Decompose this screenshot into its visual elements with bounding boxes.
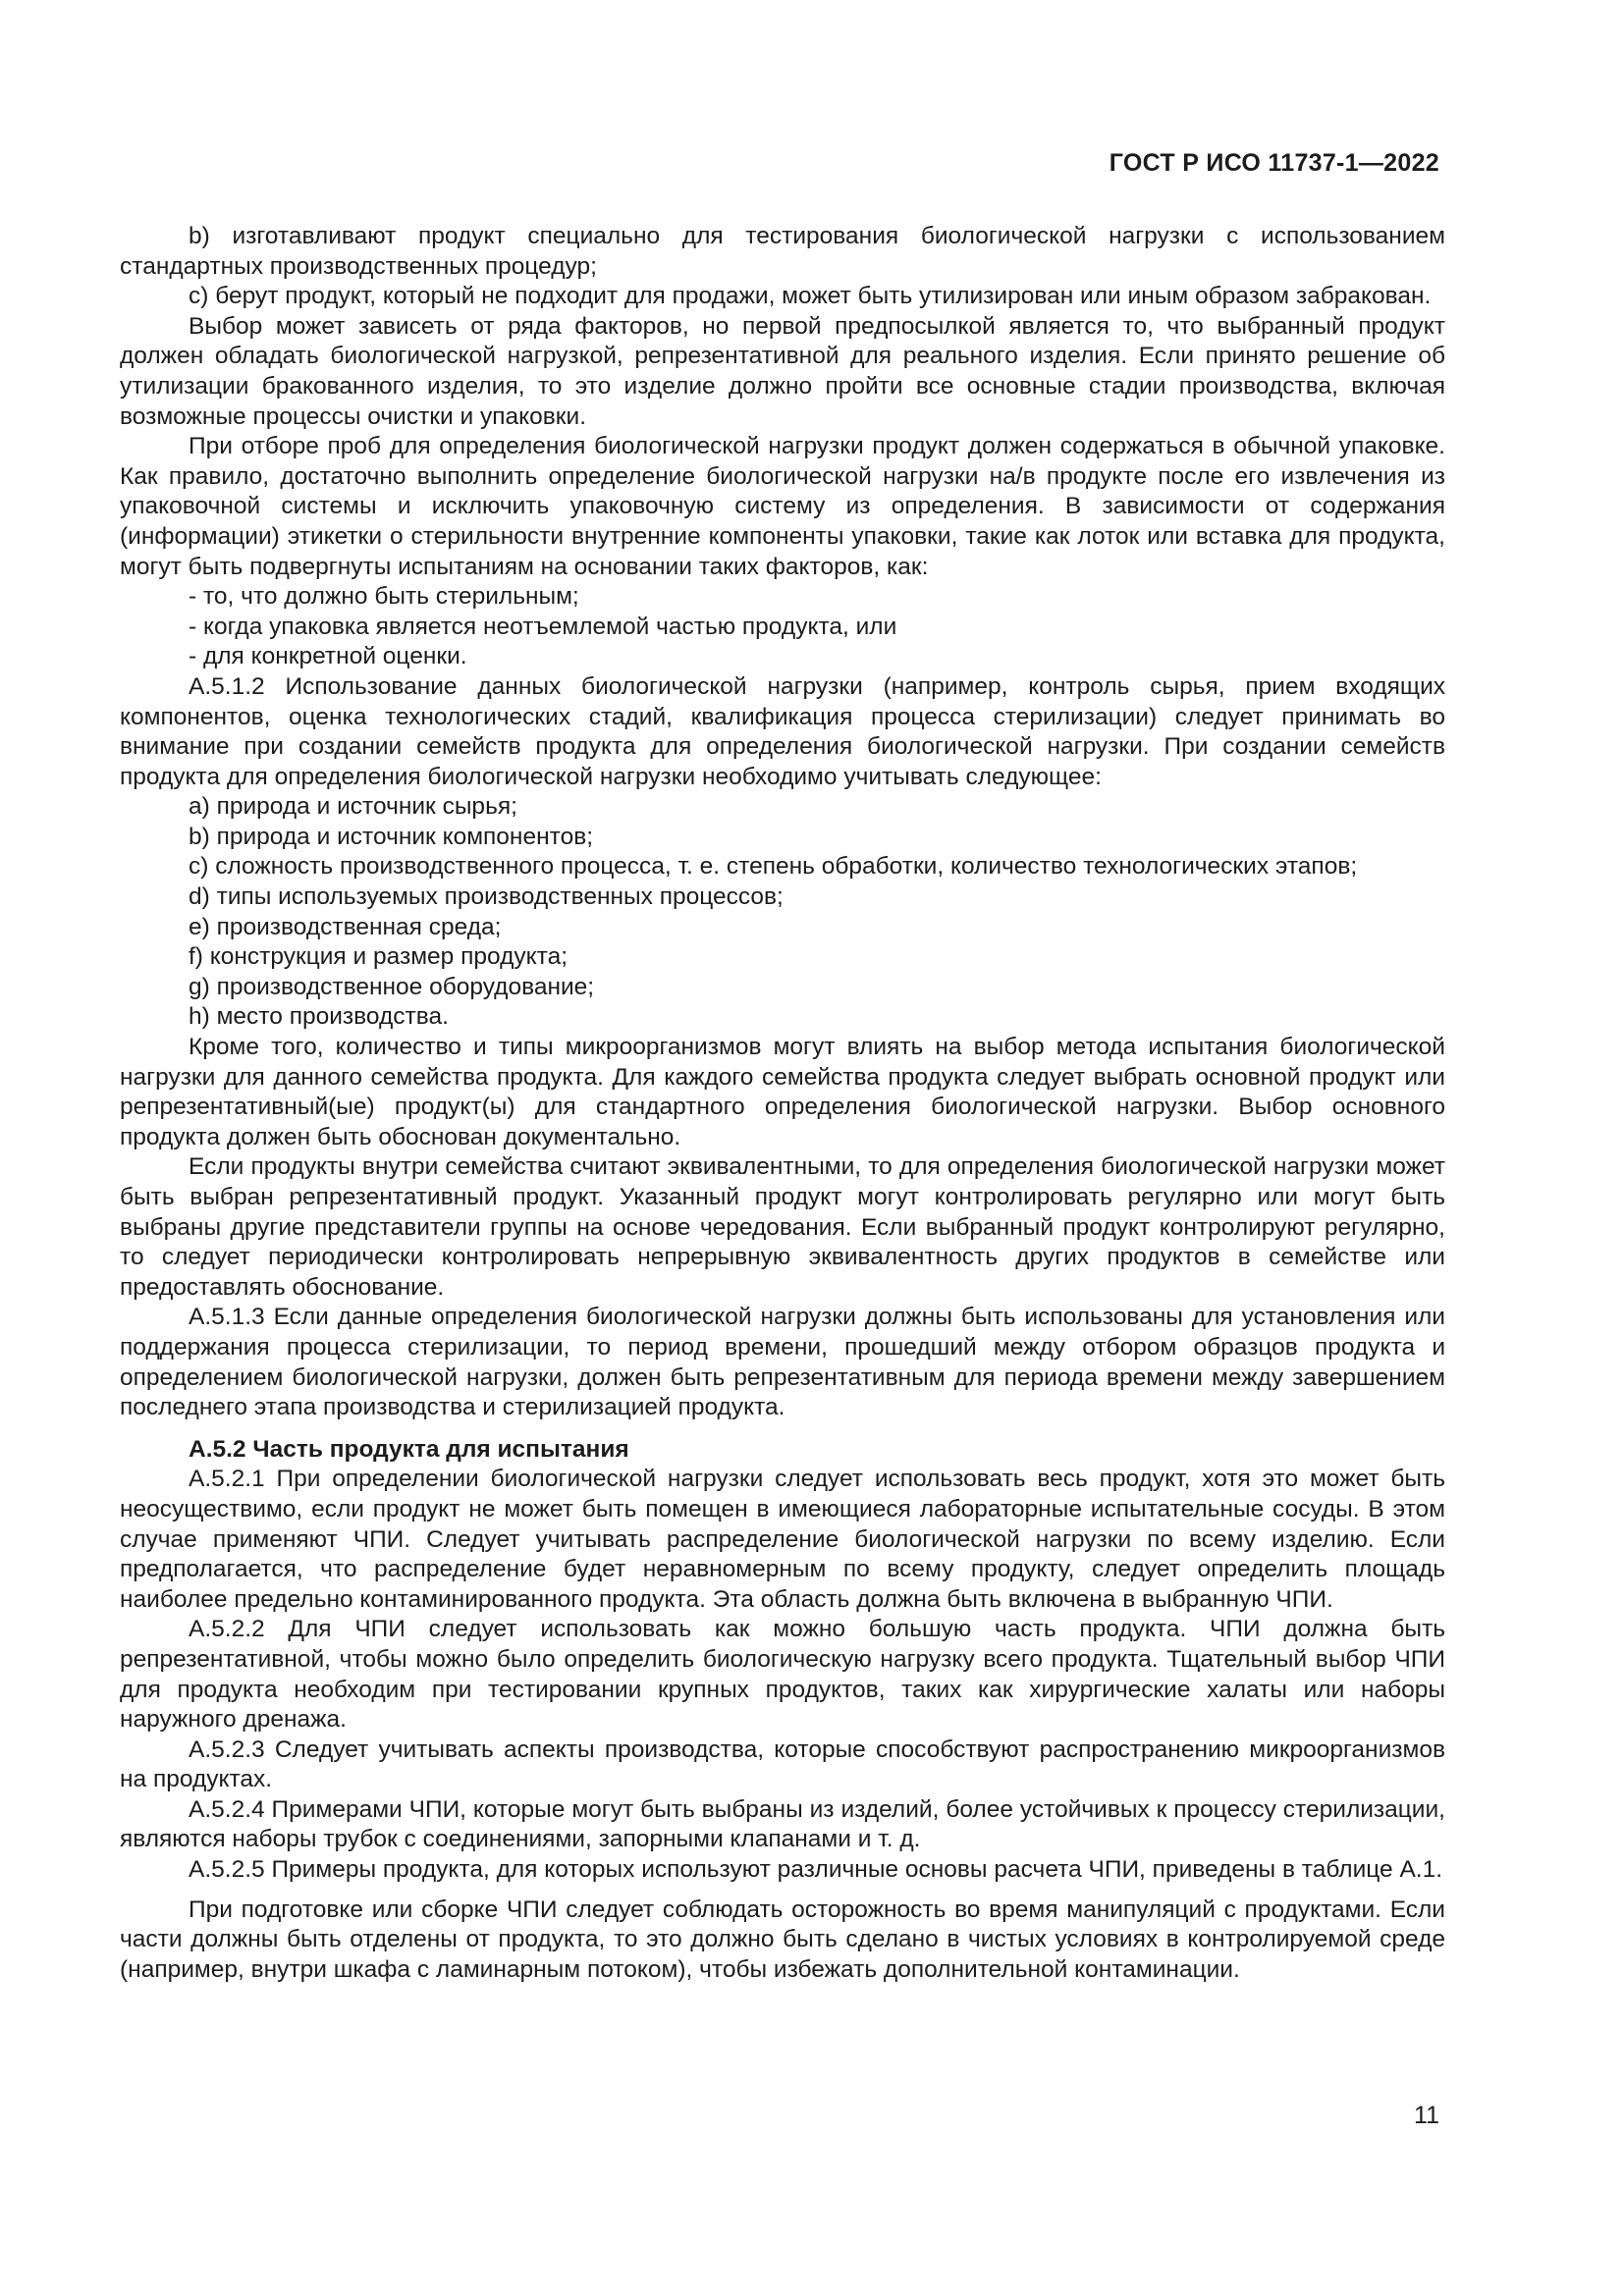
paragraph: А.5.2.1 При определении биологической нагрузки следует использовать весь продукт, хотя это может быть неосуществимо, если продукт не может быть помещен в имеющиеся лабораторные испытательные сосуды. В этом случае применяют ЧПИ. Следует учитывать распределение биологической нагрузки по всему изделию. Если предполагается, что распределение будет неравномерным по всему продукту, следует определить площадь наиболее предельно контаминированного продукта. Эта область должна быть включена в выбранную ЧПИ. — [120, 1466, 1445, 1613]
document-header: ГОСТ Р ИСО 11737-1—2022 — [1109, 149, 1439, 177]
paragraph: Выбор может зависеть от ряда факторов, но первой предпосылкой является то, что выбранный продукт должен обладать биологической нагрузкой, репрезентативной для реального изделия. Если принято решение об утилизации бракованного изделия, то это изделие должно пройти все основные стадии производства, включая возможные процессы очистки и упаковки. — [120, 312, 1445, 430]
paragraph: А.5.1.3 Если данные определения биологической нагрузки должны быть использованы для установления или поддержания процесса стерилизации, то период времени, прошедший между отбором образцов продукта и определением биологической нагрузки, должен быть репрезентативным для периода времени между завершением последнего этапа производства и стерилизацией продукта. — [120, 1304, 1445, 1421]
paragraph: Кроме того, количество и типы микроорганизмов могут влиять на выбор метода испытания биологической нагрузки для данного семейства продукта. Для каждого семейства продукта следует выбрать основной продукт или репрезентативный(ые) продукт(ы) для стандартного определения биологической нагрузки. Выбор основного продукта должен быть обоснован документально. — [120, 1034, 1445, 1150]
list-item: d) типы используемых производственных процессов; — [189, 883, 784, 911]
list-item: - то, что должно быть стерильным; — [189, 583, 579, 611]
list-item: с) сложность производственного процесса, т. е. степень обработки, количество технологических этапов; — [189, 853, 1358, 881]
paragraph: А.5.2.2 Для ЧПИ следует использовать как можно большую часть продукта. ЧПИ должна быть репрезентативной, чтобы можно было определить биологическую нагрузку всего продукта. Тщательный выбор ЧПИ для продукта необходим при тестировании крупных продуктов, таких как хирургические халаты или наборы наружного дренажа. — [120, 1616, 1445, 1734]
paragraph: с) берут продукт, который не подходит для продажи, может быть утилизирован или иным образом забракован. — [189, 283, 1432, 310]
paragraph: b) изготавливают продукт специально для тестирования биологической нагрузки с использованием стандартных производственных процедур; — [120, 223, 1445, 280]
paragraph: А.5.2.5 Примеры продукта, для которых используют различные основы расчета ЧПИ, приведены в таблице А.1. — [189, 1856, 1443, 1884]
list-item: a) природа и источник сырья; — [189, 793, 517, 821]
paragraph: При отборе проб для определения биологической нагрузки продукт должен содержаться в обычной упаковке. Как правило, достаточно выполнить определение биологической нагрузки на/в продукте после его извлечения из упаковочной системы и исключить упаковочную систему из определения. В зависимости от содержания (информации) этикетки о стерильности внутренние компоненты упаковки, такие как лоток или вставка для продукта, могут быть подвергнуты испытаниям на основании таких факторов, как: — [120, 433, 1445, 580]
list-item: - для конкретной оценки. — [189, 643, 467, 670]
paragraph-final: При подготовке или сборке ЧПИ следует соблюдать осторожность во время манипуляций с продуктами. Если части должны быть отделены от продукта, то это должно быть сделано в чистых условиях в контролируемой среде (например, внутри шкафа с ламинарным потоком), чтобы избежать дополнительной контаминации. — [120, 1896, 1445, 1983]
paragraph: А.5.2.3 Следует учитывать аспекты производства, которые способствуют распространению микроорганизмов на продуктах. — [120, 1735, 1445, 1793]
list-item: g) производственное оборудование; — [189, 973, 595, 1000]
list-item: h) место производства. — [189, 1003, 449, 1031]
paragraph: А.5.2.4 Примерами ЧПИ, которые могут быть выбраны из изделий, более устойчивых к процессу стерилизации, являются наборы трубок с соединениями, запорными клапанами и т. д. — [120, 1795, 1445, 1853]
list-item: - когда упаковка является неотъемлемой частью продукта, или — [189, 613, 897, 640]
document-body — [120, 222, 1445, 1985]
page-number: 11 — [1414, 2102, 1439, 2129]
list-item: e) производственная среда; — [189, 913, 502, 940]
paragraph-a512: А.5.1.2 Использование данных биологической нагрузки (например, контроль сырья, прием входящих компонентов, оценка технологических стадий, квалификация процесса стерилизации) следует принимать во внимание при создании семейств продукта для определения биологической нагрузки. При создании семейств продукта для определения биологической нагрузки необходимо учитывать следующее: — [120, 672, 1445, 790]
paragraph: Если продукты внутри семейства считают эквивалентными, то для определения биологической нагрузки может быть выбран репрезентативный продукт. Указанный продукт могут контролировать регулярно или могут быть выбраны другие представители группы на основе чередования. Если выбранный продукт контролируют регулярно, то следует периодически контролировать непрерывную эквивалентность других продуктов в семействе или предоставлять обоснование. — [120, 1153, 1445, 1301]
list-item: f) конструкция и размер продукта; — [189, 943, 568, 971]
list-item: b) природа и источник компонентов; — [189, 823, 594, 850]
section-heading-a52: А.5.2 Часть продукта для испытания — [189, 1435, 629, 1463]
